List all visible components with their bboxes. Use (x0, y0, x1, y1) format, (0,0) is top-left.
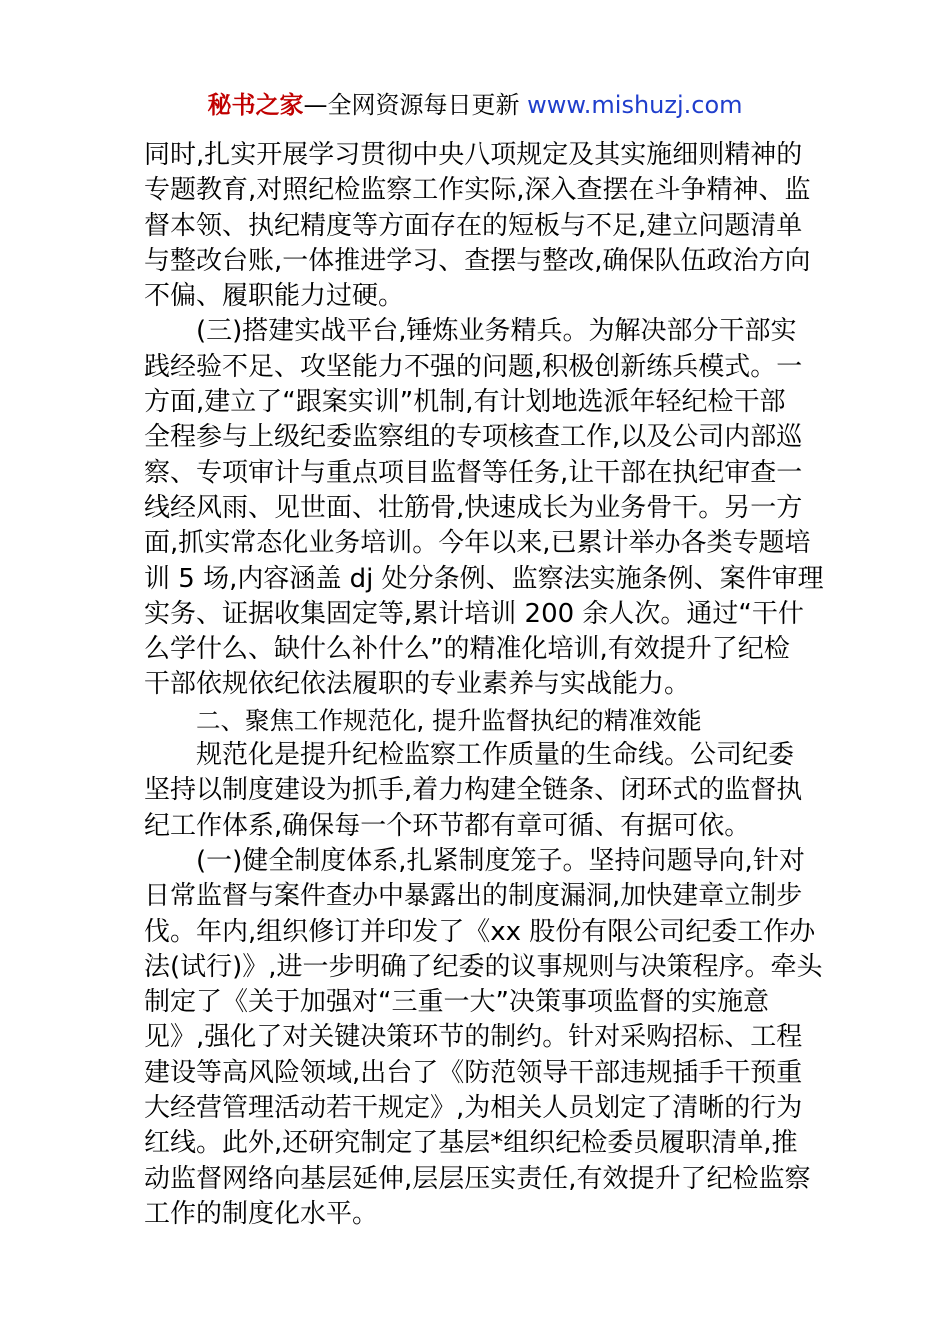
text-line: 坚持以制度建设为抓手,着力构建全链条、闭环式的监督执 (144, 775, 803, 806)
text-line: 干部依规依纪依法履职的专业素养与实战能力。 (144, 669, 691, 700)
text-line: 建设等高风险领域,出台了《防范领导干部违规插手干预重 (144, 1057, 803, 1088)
text-line: 么学什么、缺什么补什么”的精准化培训,有效提升了纪检 (144, 634, 790, 665)
text-line: 工作的制度化水平。 (144, 1198, 379, 1229)
text-line: 纪工作体系,确保每一个环节都有章可循、有据可依。 (144, 810, 751, 841)
text-line: 线经风雨、见世面、壮筋骨,快速成长为业务骨干。另一方 (144, 492, 803, 523)
text-line: 面,抓实常态化业务培训。今年以来,已累计举办各类专题培 (144, 528, 811, 559)
text-line: 督本领、执纪精度等方面存在的短板与不足,建立问题清单 (144, 210, 803, 241)
header-slogan: —全网资源每日更新 (303, 91, 520, 119)
text-line: 大经营管理活动若干规定》,为相关人员划定了清晰的行为 (144, 1093, 803, 1124)
text-line: 与整改台账,一体推进学习、查摆与整改,确保队伍政治方向 (144, 245, 811, 276)
text-line: (一)健全制度体系,扎紧制度笼子。坚持问题导向,针对 (196, 845, 805, 876)
text-line: (三)搭建实战平台,锤炼业务精兵。为解决部分干部实 (196, 316, 797, 347)
section-heading: 二、聚焦工作规范化, 提升监督执纪的精准效能 (196, 705, 702, 735)
text-line: 不偏、履职能力过硬。 (144, 281, 405, 312)
text-line: 动监督网络向基层延伸,层层压实责任,有效提升了纪检监察 (144, 1163, 811, 1194)
text-line: 法(试行)》,进一步明确了纪委的议事规则与决策程序。牵头 (144, 951, 823, 982)
brand-name: 秘书之家 (207, 91, 304, 119)
text-line: 制定了《关于加强对“三重一大”决策事项监督的实施意 (144, 987, 769, 1018)
text-line: 同时,扎实开展学习贯彻中央八项规定及其实施细则精神的 (144, 140, 803, 170)
text-line: 践经验不足、攻坚能力不强的问题,积极创新练兵模式。一 (144, 351, 803, 382)
site-url-link[interactable]: www.mishuzj.com (527, 91, 743, 119)
text-line: 全程参与上级纪委监察组的专项核查工作,以及公司内部巡 (144, 422, 803, 453)
text-line: 察、专项审计与重点项目监督等任务,让干部在执纪审查一 (144, 457, 803, 488)
site-header (0, 88, 950, 122)
text-line: 伐。年内,组织修订并印发了《xx 股份有限公司纪委工作办 (144, 916, 816, 947)
text-line: 规范化是提升纪检监察工作质量的生命线。公司纪委 (196, 740, 795, 771)
text-line: 日常监督与案件查办中暴露出的制度漏洞,加快建章立制步 (144, 881, 803, 912)
text-line: 见》,强化了对关键决策环节的制约。针对采购招标、工程 (144, 1022, 803, 1053)
text-line: 专题教育,对照纪检监察工作实际,深入查摆在斗争精神、监 (144, 175, 811, 206)
text-line: 实务、证据收集固定等,累计培训 200 余人次。通过“干什 (144, 598, 804, 629)
text-line: 红线。此外,还研究制定了基层*组织纪检委员履职清单,推 (144, 1128, 798, 1159)
document-body (144, 138, 824, 1232)
text-line: 训 5 场,内容涵盖 dj 处分条例、监察法实施条例、案件审理 (144, 563, 824, 594)
text-line: 方面,建立了“跟案实训”机制,有计划地选派年轻纪检干部 (144, 387, 786, 418)
